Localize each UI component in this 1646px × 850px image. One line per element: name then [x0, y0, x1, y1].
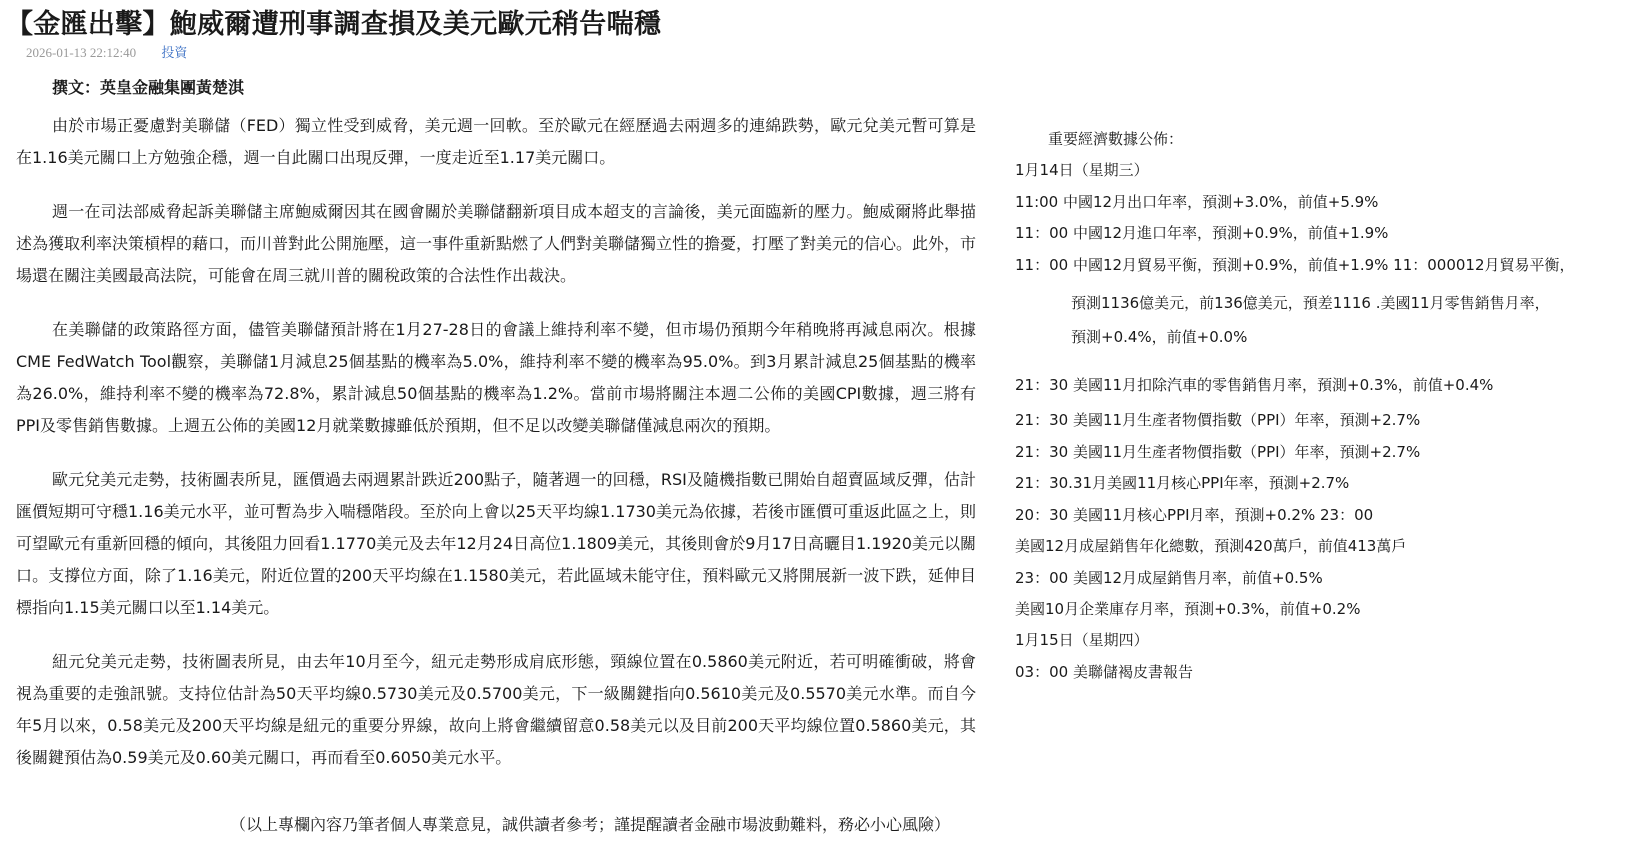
- calendar-event: 21：30 美國11月生產者物價指數（PPI）年率，預測+2.7%: [1015, 411, 1421, 429]
- calendar-event: 預測+0.4%，前值+0.0%: [1071, 328, 1248, 346]
- calendar-event: 21：30.31月美國11月核心PPI年率，預測+2.7%: [1015, 474, 1350, 492]
- calendar-event: 21：30 美國11月扣除汽車的零售銷售月率，預測+0.3%，前值+0.4%: [1015, 376, 1494, 394]
- calendar-date: 1月14日（星期三）: [1015, 161, 1149, 179]
- publish-timestamp: 2026-01-13 22:12:40: [26, 45, 137, 60]
- calendar-heading: 重要經濟數據公佈：: [1048, 130, 1184, 148]
- calendar-event: 美國10月企業庫存月率，預測+0.3%，前值+0.2%: [1015, 600, 1361, 618]
- calendar-event: 美國12月成屋銷售年化總數，預測420萬戶，前值413萬戶: [1015, 537, 1407, 555]
- article-title: 【金匯出擊】鮑威爾遭刑事調查損及美元歐元稍告喘穩: [6, 9, 662, 40]
- article-body: [16, 110, 976, 796]
- calendar-event: 11:00 中國12月出口年率，預測+3.0%，前值+5.9%: [1015, 193, 1379, 211]
- calendar-event: 21：30 美國11月生產者物價指數（PPI）年率，預測+2.7%: [1015, 443, 1421, 461]
- article-paragraph: 紐元兌美元走勢，技術圖表所見，由去年10月至今，紐元走勢形成肩底形態，頸線位置在0.5860美元附近，若可明確衝破，將會視為重要的走強訊號。支持位估計為50天平均線0.5730美元及0.5700美元，下一級關鍵指向0.5610美元及0.5570美元水準。而自今年5月以來，0.58美元及200天平均線是紐元的重要分界線，故向上將會繼續留意0.58美元以及目前200天平均線位置0.5860美元，其後關鍵預估為0.59美元及0.60美元關口，再而看至0.6050美元水平。: [16, 652, 976, 767]
- article-paragraph: 歐元兌美元走勢，技術圖表所見，匯價過去兩週累計跌近200點子，隨著週一的回穩，RSI及隨機指數已開始自超賣區域反彈，估計匯價短期可守穩1.16美元水平，並可暫為步入喘穩階段。至於向上會以25天平均線1.1730美元為依據，若後市匯價可重返此區之上，則可望歐元有重新回穩的傾向，其後阻力回看1.1770美元及去年12月24日高位1.1809美元，其後則會於9月17日高曬目1.1920美元以關口。支撐位方面，除了1.16美元，附近位置的200天平均線在1.1580美元，若此區域未能守住，預料歐元又將開展新一波下跌，延伸目標指向1.15美元關口以至1.14美元。: [16, 470, 976, 617]
- article-paragraph: 在美聯儲的政策路徑方面，儘管美聯儲預計將在1月27-28日的會議上維持利率不變，但市場仍預期今年稍晚將再減息兩次。根據CME FedWatch Tool觀察，美聯儲1月減息25個基點的機率為5.0%，維持利率不變的機率為95.0%。到3月累計減息25個基點的機率為26.0%，維持利率不變的機率為72.8%，累計減息50個基點的機率為1.2%。當前市場將關注本週二公佈的美國CPI數據，週三將有PPI及零售銷售數據。上週五公佈的美國12月就業數據雖低於預期，但不足以改變美聯儲僅減息兩次的預期。: [16, 320, 976, 435]
- calendar-event: 20：30 美國11月核心PPI月率，預測+0.2% 23：00: [1015, 506, 1374, 524]
- calendar-event: 預測1136億美元，前136億美元，預差1116 .美國11月零售銷售月率，: [1071, 294, 1550, 312]
- category-link[interactable]: 投資: [161, 46, 188, 61]
- calendar-date: 1月15日（星期四）: [1015, 631, 1149, 649]
- article-paragraph: 由於市場正憂慮對美聯儲（FED）獨立性受到威脅，美元週一回軟。至於歐元在經歷過去兩週多的連綿跌勢，歐元兌美元暫可算是在1.16美元關口上方勉強企穩，週一自此關口出現反彈，一度走近至1.17美元關口。: [16, 116, 976, 167]
- calendar-event: 03：00 美聯儲褐皮書報告: [1015, 663, 1193, 681]
- article-author: 撰文：英皇金融集團黃楚淇: [52, 78, 245, 97]
- calendar-event: 11：00 中國12月進口年率，預測+0.9%，前值+1.9%: [1015, 224, 1389, 242]
- calendar-event: 11：00 中國12月貿易平衡，預測+0.9%，前值+1.9% 11：000012月貿易平衡，: [1015, 256, 1575, 274]
- calendar-event: 23：00 美國12月成屋銷售月率，前值+0.5%: [1015, 569, 1323, 587]
- article-meta: [26, 42, 187, 61]
- article-paragraph: 週一在司法部威脅起訴美聯儲主席鮑威爾因其在國會關於美聯儲翻新項目成本超支的言論後，美元面臨新的壓力。鮑威爾將此舉描述為獲取利率決策槓桿的藉口，而川普對此公開施壓，這一事件重新點燃了人們對美聯儲獨立性的擔憂，打壓了對美元的信心。此外，市場還在關注美國最高法院，可能會在周三就川普的關稅政策的合法性作出裁決。: [16, 202, 977, 285]
- article-disclaimer: （以上專欄內容乃筆者個人專業意見，誠供讀者參考；謹提醒讀者金融市場波動難料，務必小心風險）: [230, 815, 951, 834]
